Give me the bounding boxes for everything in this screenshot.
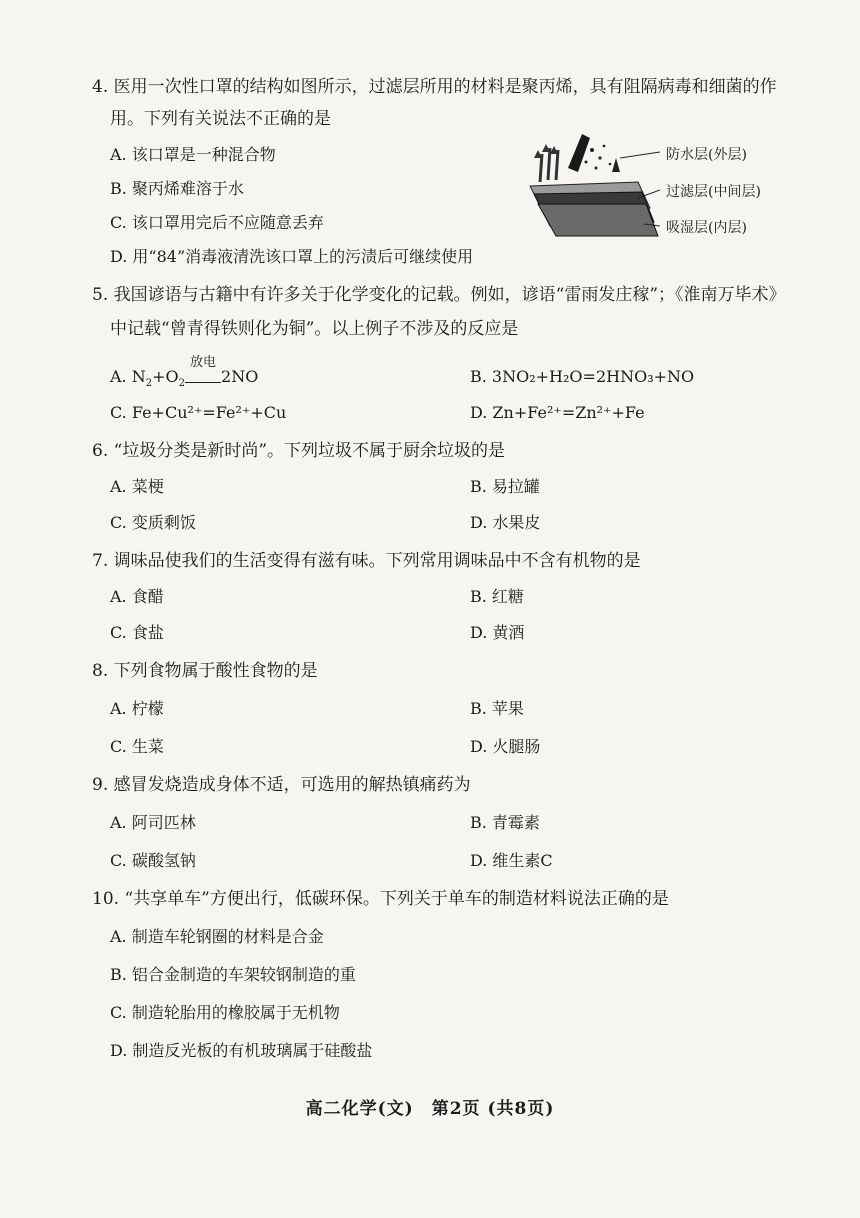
q8-option-d[interactable]: D. 火腿肠: [470, 737, 541, 756]
q4-option-c[interactable]: C. 该口罩用完后不应随意丢弃: [110, 213, 324, 232]
q5-option-a[interactable]: A. $N_2+O_2$ 放电 2NO: [110, 366, 258, 395]
q4-option-b[interactable]: B. 聚丙烯难溶于水: [110, 179, 244, 198]
q4-option-a[interactable]: A. 该口罩是一种混合物: [110, 145, 276, 164]
q9-option-d[interactable]: D. 维生素C: [470, 851, 553, 870]
q6-option-b[interactable]: B. 易拉罐: [470, 477, 540, 496]
q5-option-a-condition: 放电: [190, 355, 217, 370]
q10-option-a[interactable]: A. 制造车轮钢圈的材料是合金: [110, 927, 324, 946]
q6-stem: 6. “垃圾分类是新时尚”。下列垃圾不属于厨余垃圾的是: [92, 441, 506, 461]
q8-option-b[interactable]: B. 苹果: [470, 699, 524, 718]
q5-stem-line2: 中记载“曾青得铁则化为铜”。以上例子不涉及的反应是: [110, 319, 519, 339]
q5-option-d[interactable]: D. Zn+Fe²⁺=Zn²⁺+Fe: [470, 403, 645, 422]
q4-option-d[interactable]: D. 用“84”消毒液清洗该口罩上的污渍后可继续使用: [110, 247, 474, 266]
q10-stem: 10. “共享单车”方便出行，低碳环保。下列关于单车的制造材料说法正确的是: [92, 889, 669, 909]
q6-option-c[interactable]: C. 变质剩饭: [110, 513, 196, 532]
q8-option-a[interactable]: A. 柠檬: [110, 699, 164, 718]
q5-option-b[interactable]: B. 3NO₂+H₂O=2HNO₃+NO: [470, 367, 695, 386]
q7-stem: 7. 调味品使我们的生活变得有滋有味。下列常用调味品中不含有机物的是: [92, 551, 641, 571]
page-footer: 高二化学(文) 第2页 (共8页): [305, 1099, 555, 1119]
q5-option-a-reactant-n: A. N: [110, 367, 146, 386]
q10-option-b[interactable]: B. 铝合金制造的车架较钢制造的重: [110, 965, 356, 984]
q9-option-c[interactable]: C. 碳酸氢钠: [110, 851, 196, 870]
mask-layers-illustration: [520, 128, 660, 240]
q9-stem: 9. 感冒发烧造成身体不适，可选用的解热镇痛药为: [92, 775, 471, 795]
q5-stem-line1: 5. 我国谚语与古籍中有许多关于化学变化的记载。例如，谚语“雷雨发庄稼”；《淮南万毕术》: [92, 285, 786, 305]
q10-option-d[interactable]: D. 制造反光板的有机玻璃属于硅酸盐: [110, 1041, 373, 1060]
q5-option-c[interactable]: C. Fe+Cu²⁺=Fe²⁺+Cu: [110, 403, 287, 422]
q5-option-a-product: 2NO: [221, 367, 259, 386]
q9-option-b[interactable]: B. 青霉素: [470, 813, 540, 832]
absorbent-layer-label: 吸湿层(内层): [666, 220, 747, 236]
q8-option-c[interactable]: C. 生菜: [110, 737, 164, 756]
q7-option-c[interactable]: C. 食盐: [110, 623, 164, 642]
q9-option-a[interactable]: A. 阿司匹林: [110, 813, 196, 832]
filter-layer-label: 过滤层(中间层): [666, 184, 761, 200]
mask-structure-figure: [520, 128, 770, 240]
q6-option-d[interactable]: D. 水果皮: [470, 513, 541, 532]
q10-option-c[interactable]: C. 制造轮胎用的橡胶属于无机物: [110, 1003, 340, 1022]
waterproof-layer-label: 防水层(外层): [666, 147, 747, 163]
q7-option-a[interactable]: A. 食醋: [110, 587, 164, 606]
q6-option-a[interactable]: A. 菜梗: [110, 477, 164, 496]
q7-option-d[interactable]: D. 黄酒: [470, 623, 525, 642]
q4-stem-line2: 用。下列有关说法不正确的是: [110, 109, 331, 129]
q7-option-b[interactable]: B. 红糖: [470, 587, 524, 606]
q4-stem-line1: 4. 医用一次性口罩的结构如图所示，过滤层所用的材料是聚丙烯，具有阻隔病毒和细菌的作: [92, 77, 777, 97]
q8-stem: 8. 下列食物属于酸性食物的是: [92, 661, 318, 681]
